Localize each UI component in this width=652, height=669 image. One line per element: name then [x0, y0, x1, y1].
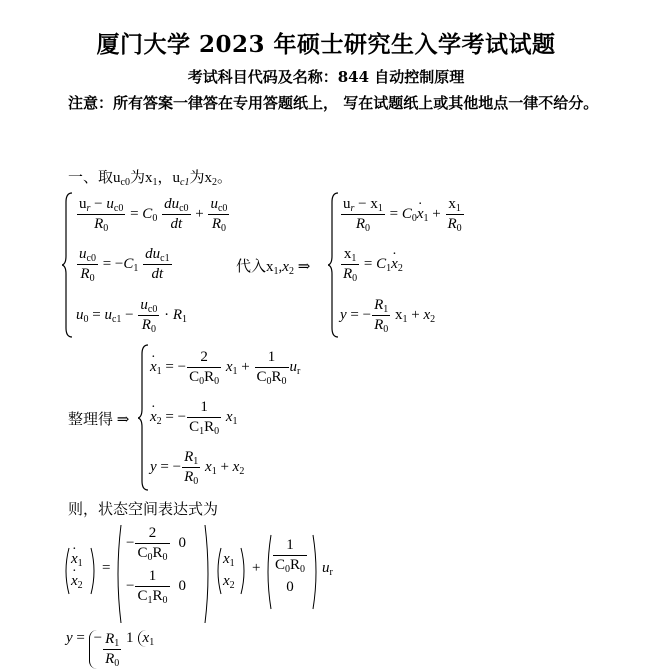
eq-rearranged-2: · $x_2$ = − $\frac{1}{C_1R_0}$ $x_1$ [150, 398, 238, 437]
intro-prefix: 一、取 [68, 168, 114, 186]
eq-right-2: $\frac{x_1}{R_0}$ = $C_1\cdot x_2$ [340, 245, 403, 284]
substitute-line: 代入$x_1,x_2$ ⇒ [236, 257, 311, 277]
output-equation: y = − $\frac{R_1}{R_0}$ 1 $x_1$ [66, 630, 158, 669]
eq-left-1: $\frac{u_r - u_{c0}}{R_0}$ = $C_0$ $\frac{du_{c0}}{dt}$ + $\frac{u_{c0}}{R_0}$ [79, 196, 228, 234]
state-equation: · $x_1$ · $x_2$ = − $\frac{2}{C_0R_0}$ 0 − $\frac{1}{C_1R_0}$ 0 $x_1$ $x_2$ + $\frac{1}{C_0R_0}$ 0 $u_r$ [62, 522, 362, 632]
matrix-a: − $\frac{2}{C_0R_0}$ 0 − $\frac{1}{C_1R_0}$ 0 [126, 525, 186, 606]
eq-rearranged-3: y = − $\frac{R_1}{R_0}$ $x_1 + x_2$ [150, 449, 245, 487]
x-vector: $x_1$ $x_2$ [223, 551, 235, 591]
rearrange-line: 整理得 ⇒ [68, 410, 130, 428]
exam-notice: 注意：所有答案一律答在专用答题纸上， 写在试题纸上或其他地点一律不给分。 [68, 94, 599, 112]
eq-left-2: $\frac{u_{c0}}{R_0}$ = $-C_1$ $\frac{du_{c1}}{dt}$ [79, 246, 170, 284]
xdot-vector: · $x_1$ · $x_2$ [71, 548, 83, 592]
eq-right-3: y = − $\frac{R_1}{R_0}$ $x_1 + x_2$ [340, 297, 436, 335]
eq-right-1: $\frac{u_r - x_1}{R_0}$ = $C_0\cdot x_1$ + $\frac{x_1}{R_0}$ [340, 195, 465, 234]
conclusion-line: 则，状态空间表达式为 [68, 500, 219, 518]
eq-left-3: $u_0 = u_{c1}$ − $\frac{u_{c0}}{R_0}$ · $R_1$ [76, 297, 188, 335]
rearranged-system-brace [138, 344, 150, 492]
left-system-brace [62, 192, 74, 338]
eq-rearranged-1: · $x_1$ = − $\frac{2}{C_0R_0}$ $x_1$ + $\frac{1}{C_0R_0}$ $u_r$ [150, 348, 300, 387]
exam-subtitle: 考试科目代码及名称：844 自动控制原理 [187, 68, 465, 86]
matrix-b: $\frac{1}{C_0R_0}$ 0 [275, 537, 306, 595]
intro-line: 一、取$u_{c0}$为$x_1$，$u_{c1}$为$x_2$。 [68, 168, 232, 188]
right-system-brace [328, 192, 340, 338]
exam-title: 厦门大学 2023 年硕士研究生入学考试试题 [96, 31, 556, 58]
